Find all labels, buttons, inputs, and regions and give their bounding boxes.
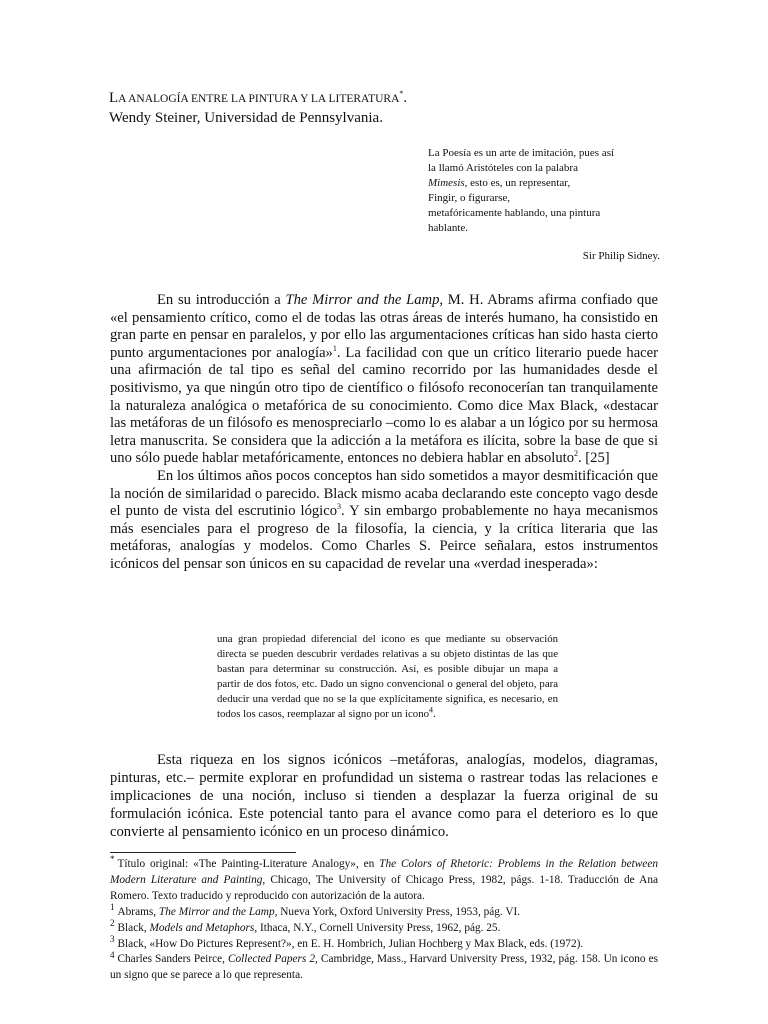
title-footnote-mark[interactable]: * (399, 89, 404, 98)
paragraph-1: En su introducción a The Mirror and the Lamp, M. H. Abrams afirma confiado que «el pensamiento crítico, como el de todas las otras áreas de interés humano, ha consistido en gran parte en pensar en paralelos, y por ello las argumentaciones críticas han sido hasta cierto punto argumentaciones por analogía»$^1$. La facilidad con que un crítico literario puede hacer una afirmación de tal tipo es señal del camino recorrido por las humanidades desde el positivismo, ya que ningún otro tipo de científico o filósofo reconocerían tan tranquilamente la naturaleza analógica o metafórica de su conocimiento. Como dice Max Black, «destacar las metáforas de un filósofo es menospreciarlo –como lo es alabar a un lógico por su hermosa letra manuscrita. Se considera que la adicción a la metáfora es ilícita, sobre la base de que si uno sólo puede hablar metafóricamente, entonces no debiera hablar en absoluto$^2$. [25] (110, 292, 658, 467)
footnote: $^4$ Charles Sanders Peirce, Collected Papers 2, Cambridge, Mass., Harvard University Press, 1932, pág. 158. Un icono es un signo que se parece a lo que representa. (110, 949, 658, 982)
footnote-ref-3[interactable]: 3 (337, 502, 342, 512)
footnotes (110, 854, 658, 984)
article-title: LA ANALOGÍA ENTRE LA PINTURA Y LA LITERATURA*. (109, 89, 408, 106)
footnote-ref-1[interactable]: 1 (332, 343, 337, 353)
footnote: $^3$ Black, «How Do Pictures Represent?», en E. H. Hombrich, Julian Hochberg y Max Black, eds. (1972). (110, 933, 584, 950)
author-line: Wendy Steiner, Universidad de Pennsylvania. (109, 110, 383, 126)
footnote: $^2$ Black, Models and Metaphors, Ithaca, N.Y., Cornell University Press, 1962, pág. 25. (110, 917, 501, 934)
body-text-continued (110, 751, 658, 841)
paragraph-2: En los últimos años pocos conceptos han sido sometidos a mayor desmitificación que la noción de similaridad o parecido. Black mismo acaba declarando este concepto vago desde el punto de vista del escrutinio lógico$^3$. Y sin embargo probablemente no haya mecanismos más esenciales para el progreso de la filosofía, la ciencia, y la crítica literaria que las metáforas, analogías y modelos. Como Charles S. Peirce señalara, estos instrumentos icónicos del pensar son únicos en su capacidad de revelar una «verdad inesperada»: (110, 467, 658, 572)
footnote-divider (110, 852, 296, 853)
title-block (109, 89, 669, 128)
body-text (110, 292, 658, 574)
footnote: $^1$ Abrams, The Mirror and the Lamp, Nueva York, Oxford University Press, 1953, pág. VI. (110, 901, 521, 918)
footnote-ref-4[interactable]: 4 (429, 705, 433, 715)
epigraph: La Poesía es un arte de imitación, pues así la llamó Aristóteles con la palabra Mimesis, esto es, un representar, Fingir, o figurarse, metafóricamente hablando, una pintura hablante. Sir Philip Sidney. (428, 147, 660, 262)
epigraph-attribution: Sir Philip Sidney. (582, 250, 660, 262)
paragraph-3: Esta riqueza en los signos icónicos –metáforas, analogías, modelos, diagramas, pinturas, etc.– permite explorar en profundidad un sistema o rastrear todas las relaciones e implicaciones de una noción, incluso si tienden a desplazar la fuerza original de su formulación icónica. Este potencial tanto para el avance como para el deterioro es lo que convierte al pensamiento icónico en un proceso dinámico. (110, 752, 658, 840)
footnote-ref-2[interactable]: 2 (574, 449, 578, 459)
footnote: * Título original: «The Painting-Literature Analogy», en The Colors of Rhetoric: Problems in the Relation between Modern Literature and Painting, Chicago, The University of Chicago Press, 1982, págs. 1-18. Traducción de Ana Romero. Texto traducido y reproducido con autorización de la autora. (110, 854, 658, 902)
block-quote: una gran propiedad diferencial del icono es que mediante su observación directa se pueden descubrir verdades relativas a su objeto distintas de las que bastan para determinar su construcción. Así, es posible dibujar un mapa a partir de dos fotos, etc. Dado un signo convencional o general del objeto, para deducir una verdad que no se la que explícitamente significa, es necesario, en todos los casos, reemplazar al signo por un icono$^4$. (217, 633, 558, 720)
